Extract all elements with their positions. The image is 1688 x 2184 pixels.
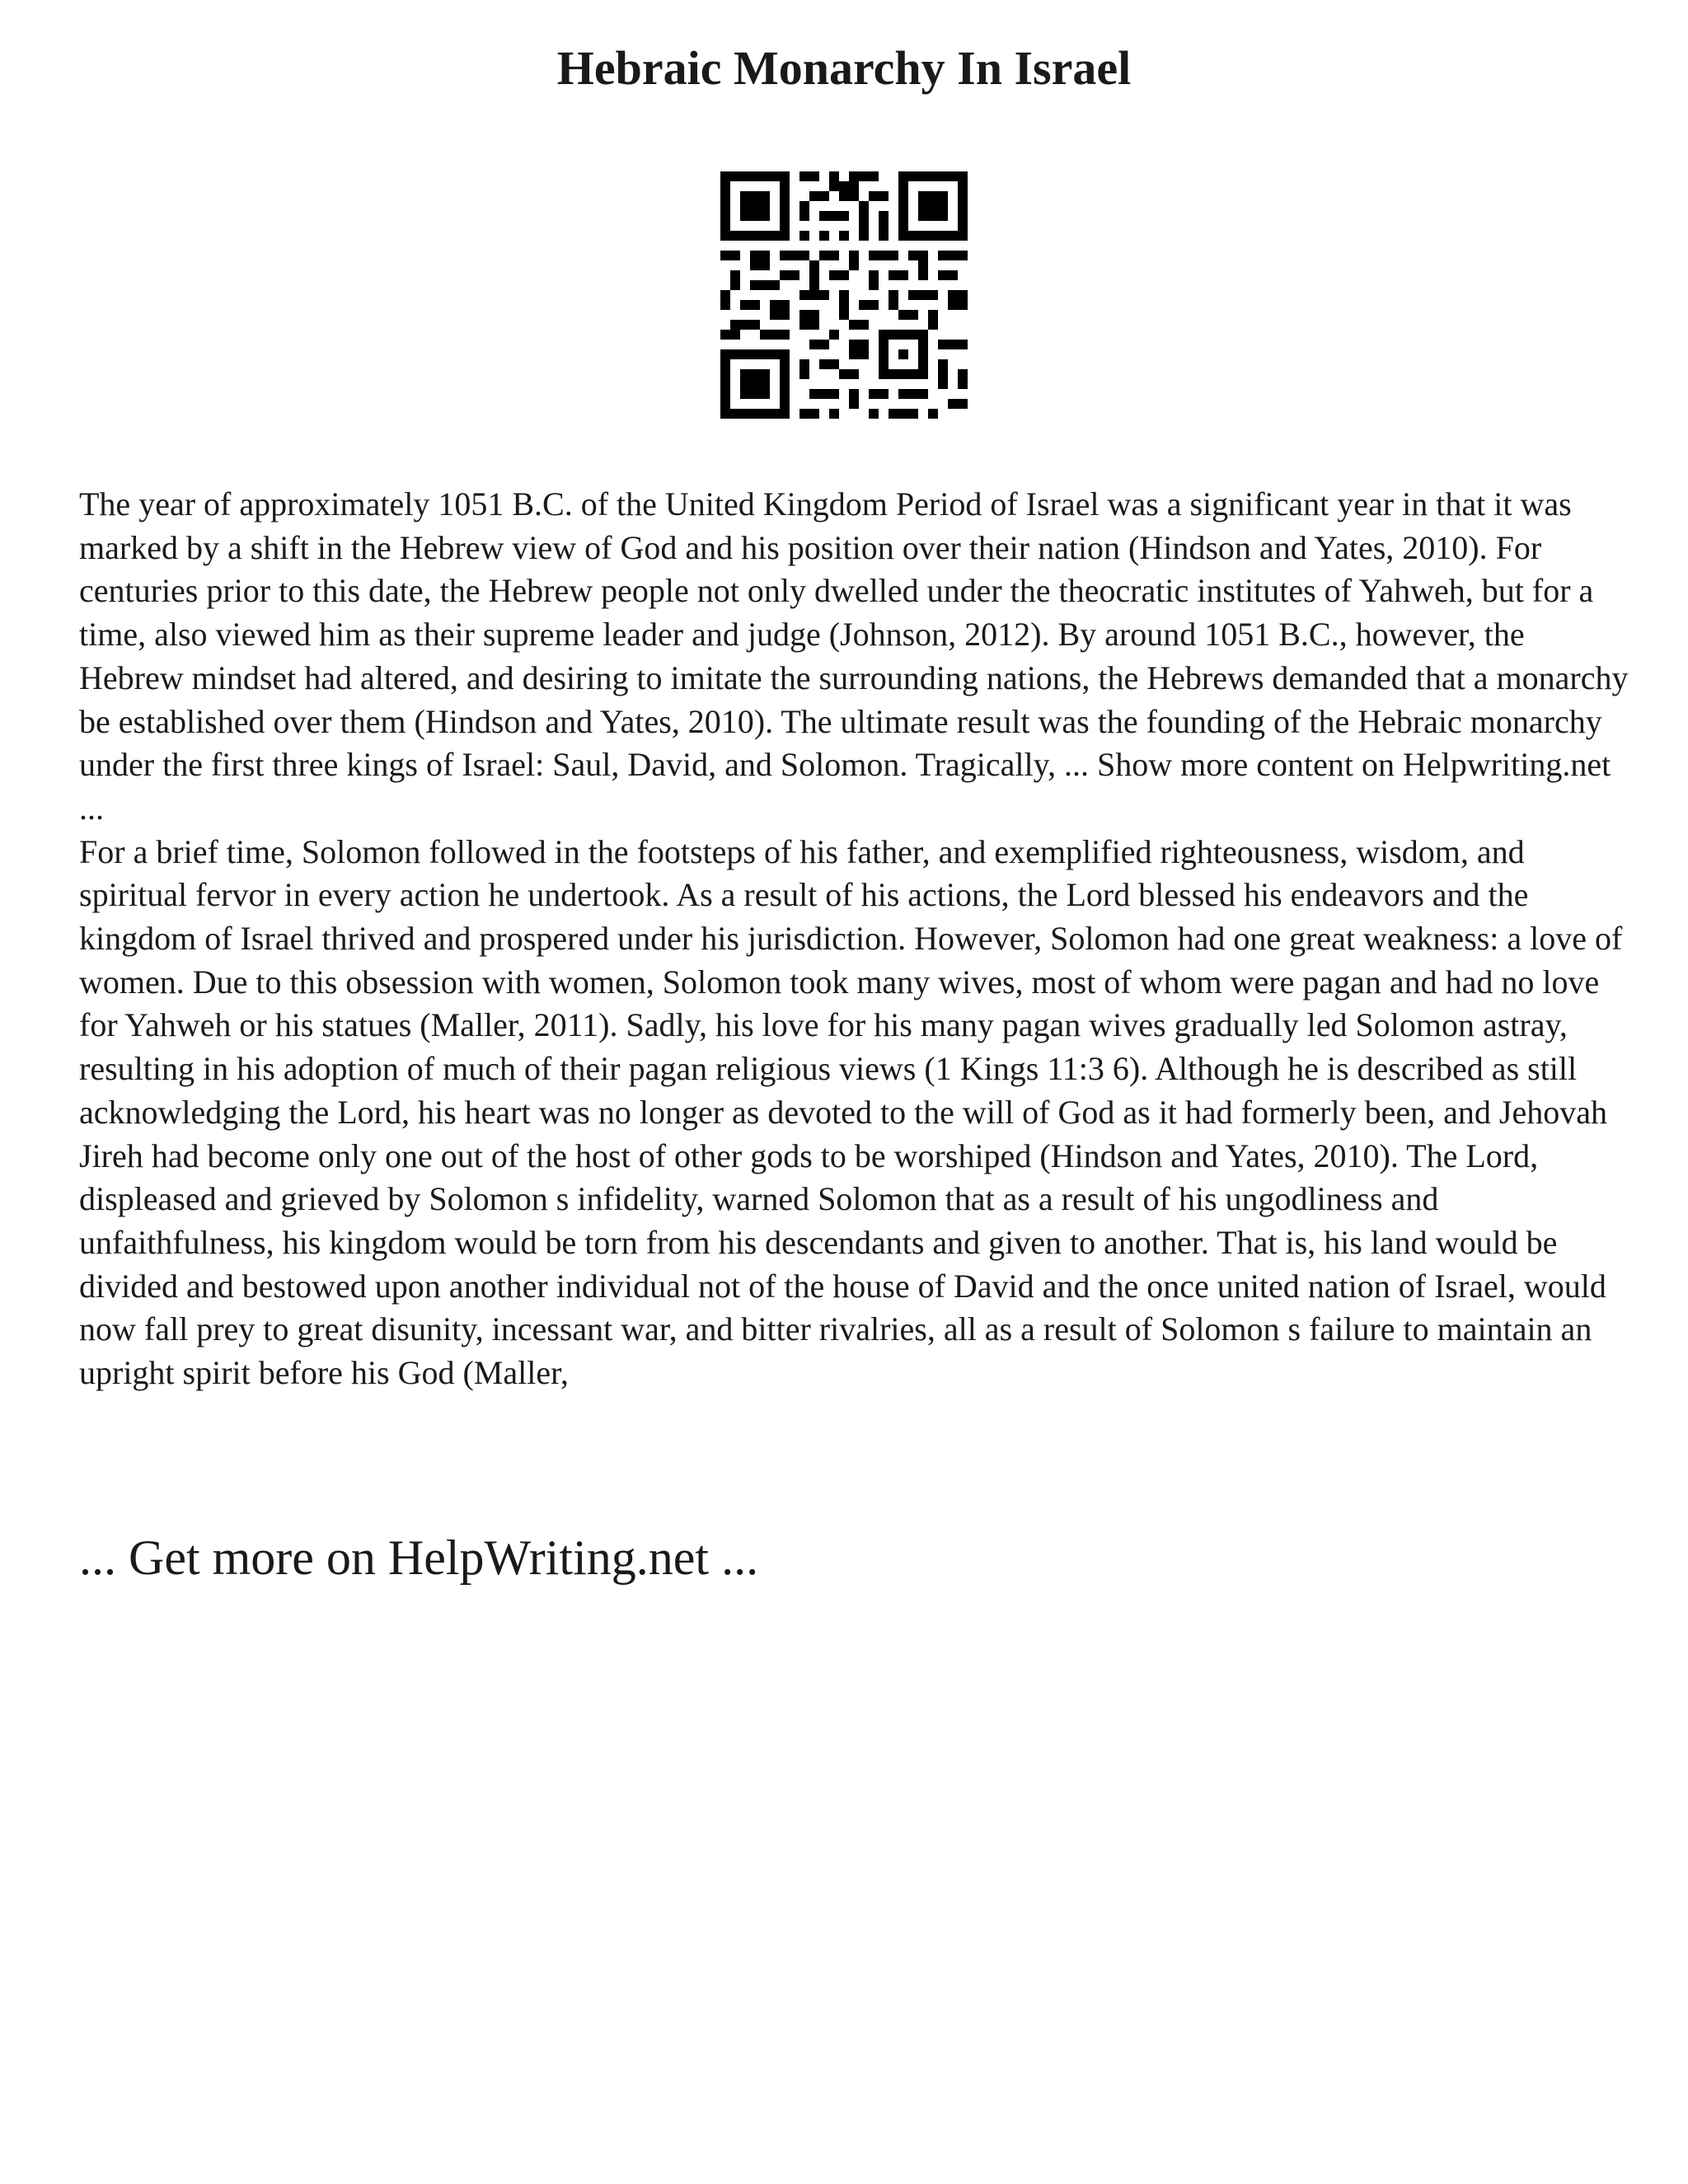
get-more-link[interactable]: ... Get more on HelpWriting.net ...	[79, 1530, 759, 1585]
paragraph-1: The year of approximately 1051 B.C. of the United Kingdom Period of Israel was a significant year in that it was marked by a shift in the Hebrew view of God and his position over their nation (Hindson and Yates, 2010). For centuries prior to this date, the Hebrew people not only dwelled under the theocratic institutes of Yahweh, but for a time, also viewed him as their supreme leader and judge (Johnson, 2012). By around 1051 B.C., however, the Hebrew mindset had altered, and desiring to imitate the surrounding nations, the Hebrews demanded that a monarchy be established over them (Hindson and Yates, 2010). The ultimate result was the founding of the Hebraic monarchy under the first three kings of Israel: Saul, David, and Solomon. Tragically, ... Show more content on Helpwriting.net ...	[79, 485, 1629, 827]
paragraph-2: For a brief time, Solomon followed in the footsteps of his father, and exemplified righteousness, wisdom, and spiritual fervor in every action he undertook. As a result of his actions, the Lord blessed his endeavors and the kingdom of Israel thrived and prospered under his jurisdiction. However, Solomon had one great weakness: a love of women. Due to this obsession with women, Solomon took many wives, most of whom were pagan and had no love for Yahweh or his statues (Maller, 2011). Sadly, his love for his many pagan wives gradually led Solomon astray, resulting in his adoption of much of their pagan religious views (1 Kings 11:3 6). Although he is described as still acknowledging the Lord, his heart was no longer as devoted to the will of God as it had formerly been, and Jehovah Jireh had become only one out of the host of other gods to be worshiped (Hindson and Yates, 2010). The Lord, displeased and grieved by Solomon s infidelity, warned Solomon that as a result of his ungodliness and unfaithfulness, his kingdom would be torn from his descendants and given to another. That is, his land would be divided and bestowed upon another individual not of the house of David and the once united nation of Israel, would now fall prey to great disunity, incessant war, and bitter rivalries, all as a result of Solomon s failure to maintain an upright spirit before his God (Maller,	[79, 832, 1623, 1392]
qr-code-icon	[720, 171, 968, 419]
article-body	[79, 483, 1629, 1395]
page-title: Hebraic Monarchy In Israel	[556, 41, 1132, 95]
